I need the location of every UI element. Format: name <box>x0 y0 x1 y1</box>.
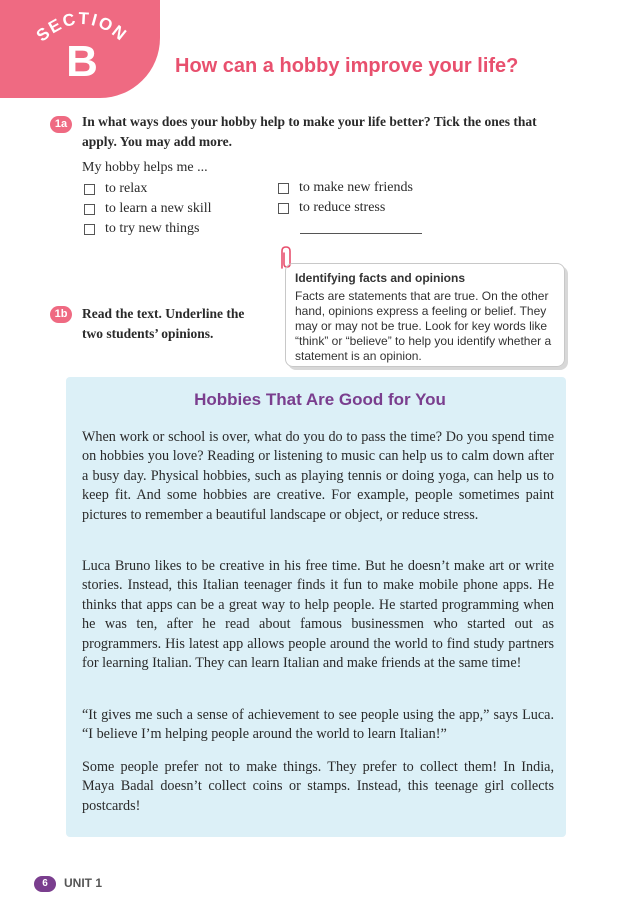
option-label: to relax <box>105 181 148 196</box>
tip-box <box>285 263 565 367</box>
reading-paragraph: “It gives me such a sense of achievement to see people using the app,” says Luca. “I believe I’m helping people around the world to learn Italian!” <box>82 707 554 743</box>
checkbox[interactable] <box>84 184 95 195</box>
page-title: How can a hobby improve your life? <box>175 55 519 77</box>
activity-1b-number: 1b <box>50 306 72 323</box>
checkbox[interactable] <box>84 204 95 215</box>
activity-1a-instruction: In what ways does your hobby help to make your life better? Tick the ones that apply. You may add more. <box>82 114 537 149</box>
activity-1a-number: 1a <box>50 116 72 133</box>
write-in-line[interactable] <box>300 233 422 234</box>
activity-1b-instruction: Read the text. Underline the two students’ opinions. <box>82 306 245 341</box>
option-reduce-stress[interactable] <box>278 199 385 217</box>
reading-paragraph: Some people prefer not to make things. They prefer to collect them! In India, Maya Badal doesn’t collect coins or stamps. Instead, this teenage girl collects postcards! <box>82 759 554 814</box>
tip-title: Identifying facts and opinions <box>295 271 466 285</box>
page-number: 6 <box>34 876 56 892</box>
option-learn-skill[interactable] <box>84 200 212 218</box>
unit-label: UNIT 1 <box>64 876 103 890</box>
section-word: SECTION <box>32 8 132 46</box>
checkbox[interactable] <box>278 203 289 214</box>
reading-paragraph: When work or school is over, what do you do to pass the time? Do you spend time on hobbies you love? Reading or listening to music can help us to calm down after a busy day. Physical hobbies, such as playing tennis or doing yoga, can help us to keep fit. And some hobbies are creative. For example, people sometimes paint pictures to remember a beautiful landscape or object, or reduce stress. <box>82 429 554 523</box>
reading-paragraph: Luca Bruno likes to be creative in his free time. But he doesn’t make art or write stories. Instead, this Italian teenager finds it fun to make mobile phone apps. He thinks that apps can be a great way to help people. He started programming when he was ten, after he read about famous businessmen who started out as programmers. His latest app allows people around the world to find study partners for learning Italian. They can learn Italian and make friends at the same time! <box>82 558 554 672</box>
option-label: to make new friends <box>299 180 413 195</box>
activity-1a-lead: My hobby helps me ... <box>82 160 208 175</box>
checkbox[interactable] <box>278 183 289 194</box>
checkbox[interactable] <box>84 224 95 235</box>
option-label: to learn a new skill <box>105 201 212 216</box>
option-try-new[interactable] <box>84 220 200 238</box>
option-label: to reduce stress <box>299 200 386 215</box>
section-badge <box>0 0 160 98</box>
option-relax[interactable] <box>84 180 147 198</box>
tip-body: Facts are statements that are true. On the other hand, opinions express a feeling or belief. They may or may not be true. Look for key words like “think” or “believe” to help you identify whether a statement is an opinion. <box>295 289 552 363</box>
option-new-friends[interactable] <box>278 179 413 197</box>
reading-title: Hobbies That Are Good for You <box>194 390 446 409</box>
option-label: to try new things <box>105 221 200 236</box>
section-letter: B <box>66 37 98 86</box>
